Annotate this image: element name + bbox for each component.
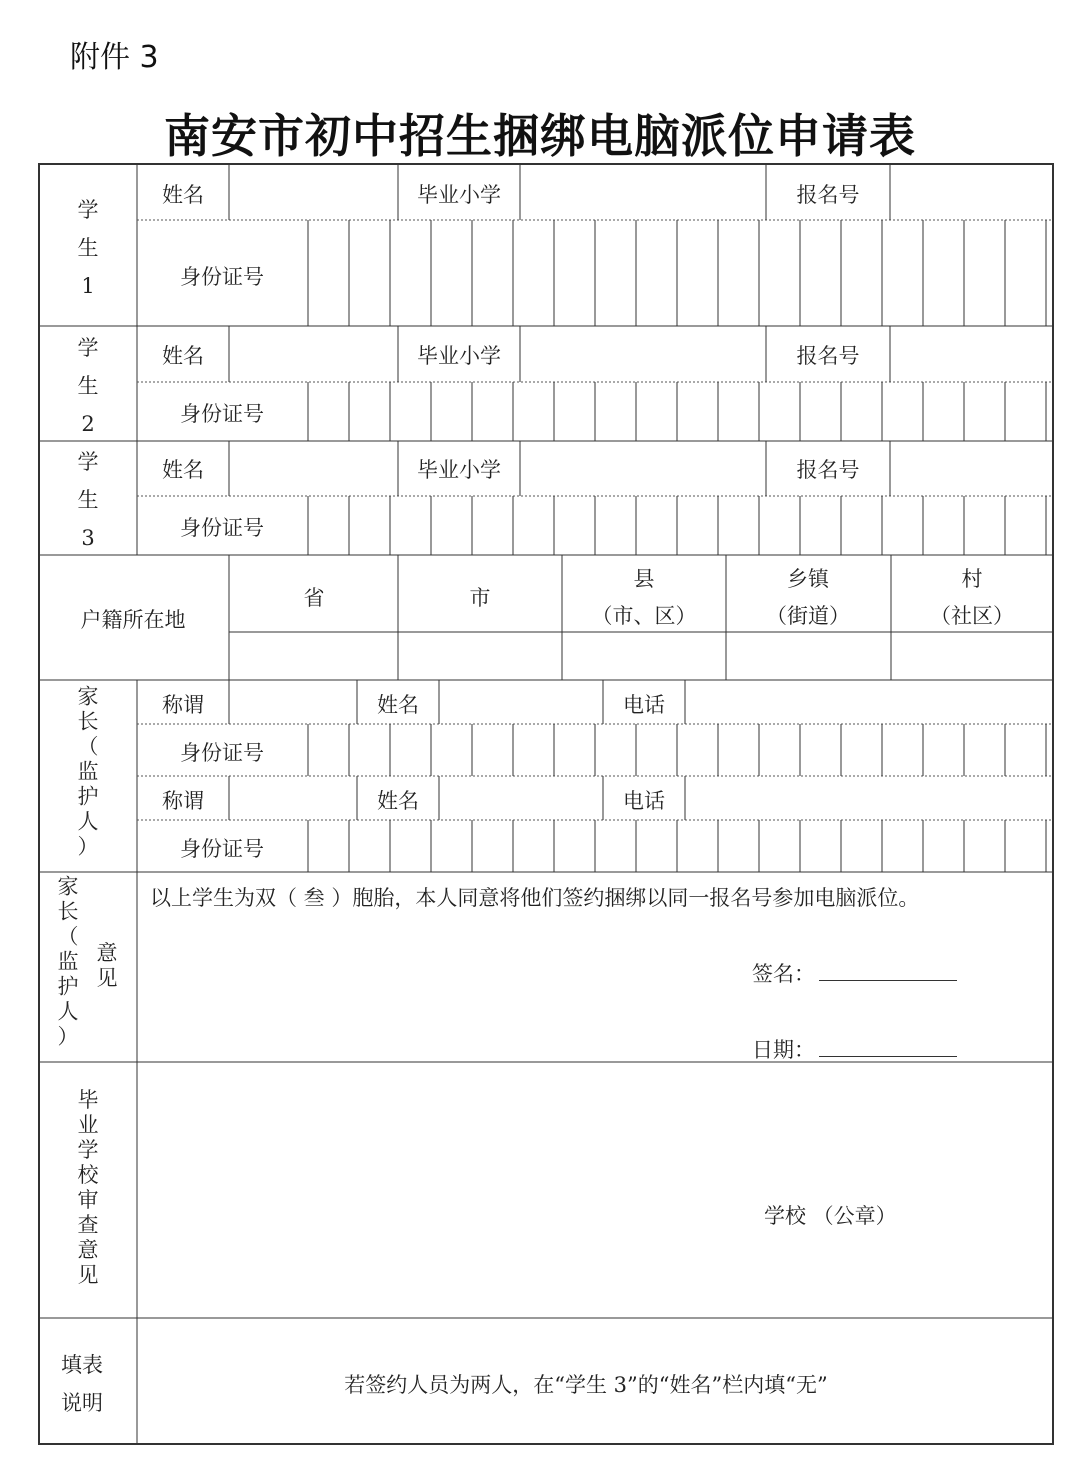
- parent-2-phone-label: 电话: [623, 789, 665, 813]
- student-1-label: 学 生 1: [77, 198, 99, 298]
- date-label: 日期：: [752, 1038, 815, 1062]
- sign-field[interactable]: [752, 958, 957, 988]
- notes-label-line2: 说明: [61, 1391, 103, 1415]
- household-label: 户籍所在地: [80, 608, 186, 632]
- student-3-name-label: 姓名: [162, 458, 204, 482]
- parent-1-phone-label: 电话: [623, 693, 665, 717]
- household-town: 乡镇: [787, 567, 829, 591]
- student-3-id-label: 身份证号: [180, 516, 264, 540]
- student-2-regno-label: 报名号: [796, 344, 860, 368]
- student-2-id-label: 身份证号: [180, 402, 264, 426]
- household-village-sub: （社区）: [930, 604, 1014, 628]
- date-field[interactable]: [752, 1034, 957, 1064]
- sign-label: 签名：: [752, 962, 815, 986]
- student-3-regno-label: 报名号: [796, 458, 860, 482]
- parent-1-id-label: 身份证号: [180, 741, 264, 765]
- household-city: 市: [469, 586, 491, 610]
- student-1-name-label: 姓名: [162, 183, 204, 207]
- parent-2-id-label: 身份证号: [180, 837, 264, 861]
- opinion-statement: 以上学生为双（ 叁 ）胞胎，本人同意将他们签约捆绑以同一报名号参加电脑派位。: [150, 886, 920, 910]
- parent-1-relation-label: 称谓: [162, 693, 204, 717]
- household-county: 县: [633, 567, 655, 591]
- household-county-sub: （市、区）: [591, 604, 697, 628]
- student-2-name-label: 姓名: [162, 344, 204, 368]
- student-3-school-label: 毕业小学: [417, 458, 501, 482]
- household-village: 村: [961, 567, 983, 591]
- student-2-school-label: 毕业小学: [417, 344, 501, 368]
- school-stamp: 学校 （公章）: [764, 1204, 897, 1228]
- date-line[interactable]: [819, 1042, 957, 1057]
- opinion-label-right: 意 见: [96, 941, 118, 990]
- parent-2-relation-label: 称谓: [162, 789, 204, 813]
- sign-line[interactable]: [819, 966, 957, 981]
- parent-2-name-label: 姓名: [377, 789, 419, 813]
- parent-1-name-label: 姓名: [377, 693, 419, 717]
- student-2-label: 学 生 2: [77, 336, 99, 436]
- student-1-id-label: 身份证号: [180, 265, 264, 289]
- notes-label-line1: 填表: [61, 1353, 103, 1377]
- household-province: 省: [303, 586, 325, 610]
- attachment-label: 附件 3: [70, 40, 159, 75]
- student-1-regno-label: 报名号: [796, 183, 860, 207]
- notes-text: 若签约人员为两人，在“学生 3”的“姓名”栏内填“无”: [344, 1373, 828, 1397]
- page-title: 南安市初中招生捆绑电脑派位申请表: [164, 109, 916, 163]
- household-town-sub: （街道）: [766, 604, 850, 628]
- opinion-label-left: 家 长 （ 监 护 人 ）: [57, 874, 79, 1049]
- student-1-school-label: 毕业小学: [417, 183, 501, 207]
- parent-label: 家 长 （ 监 护 人 ）: [77, 684, 99, 859]
- student-3-label: 学 生 3: [77, 450, 99, 550]
- school-review-label: 毕 业 学 校 审 查 意 见: [77, 1088, 99, 1287]
